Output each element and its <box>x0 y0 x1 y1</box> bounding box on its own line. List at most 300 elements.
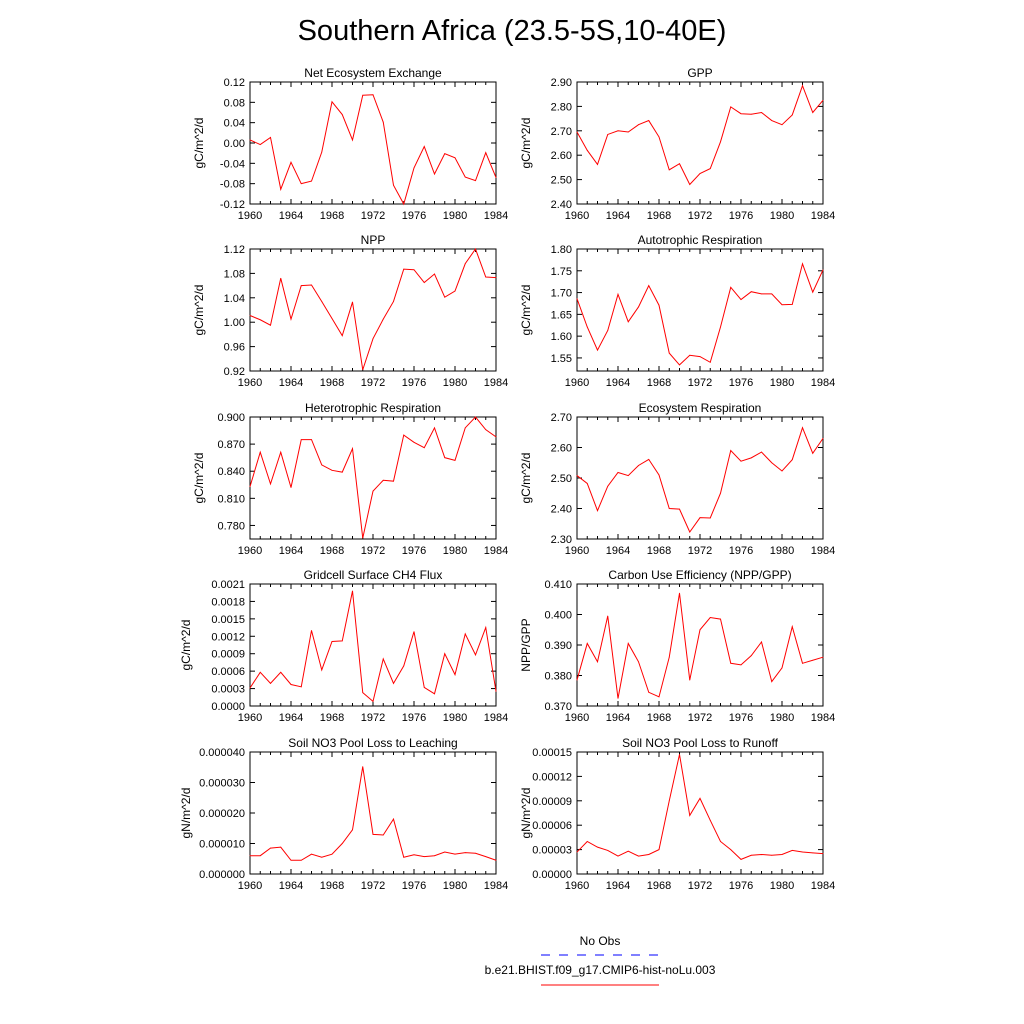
x-tick-label: 1976 <box>401 712 427 724</box>
data-point <box>628 321 629 322</box>
data-point <box>465 852 466 853</box>
data-point <box>771 293 772 294</box>
x-tick-label: 1960 <box>237 712 263 724</box>
data-point <box>475 853 476 854</box>
y-tick-label: 0.0000 <box>211 701 245 713</box>
data-point <box>659 305 660 306</box>
data-point <box>342 641 343 642</box>
x-tick-label: 1984 <box>810 545 836 557</box>
data-point <box>383 122 384 123</box>
data-point <box>812 660 813 661</box>
y-tick-label: 1.08 <box>223 268 245 281</box>
data-point <box>802 852 803 853</box>
x-tick-label: 1972 <box>360 880 386 892</box>
x-tick-label: 1972 <box>360 210 386 222</box>
x-tick-label: 1968 <box>319 712 345 724</box>
data-point <box>465 177 466 178</box>
data-point <box>393 819 394 820</box>
data-point <box>607 486 608 487</box>
data-point <box>669 657 670 658</box>
data-point <box>679 163 680 164</box>
y-tick-label: 2.70 <box>550 125 572 138</box>
x-tick-label: 1972 <box>687 377 713 389</box>
x-tick-label: 1984 <box>483 377 509 389</box>
data-point <box>455 291 456 292</box>
data-point <box>812 112 813 113</box>
panel-title: Ecosystem Respiration <box>638 401 762 415</box>
x-tick-label: 1980 <box>769 712 795 724</box>
y-tick-label: 0.000030 <box>199 777 245 790</box>
data-point <box>496 177 497 178</box>
data-point <box>475 654 476 655</box>
data-point <box>792 459 793 460</box>
y-axis-label: gC/m^2/d <box>519 117 533 169</box>
data-point <box>659 475 660 476</box>
plot-frame <box>250 584 496 706</box>
x-tick-label: 1972 <box>687 210 713 222</box>
data-point <box>332 470 333 471</box>
data-point <box>618 856 619 857</box>
data-point <box>291 487 292 488</box>
data-point <box>414 168 415 169</box>
data-point <box>751 855 752 856</box>
data-point <box>291 162 292 163</box>
data-point <box>689 355 690 356</box>
panel-soil-no3-pool-loss-to-runoff <box>519 736 835 892</box>
data-point <box>597 847 598 848</box>
data-point <box>403 435 404 436</box>
data-point <box>587 841 588 842</box>
data-point <box>434 274 435 275</box>
data-point <box>434 693 435 694</box>
data-point <box>414 631 415 632</box>
data-point <box>587 483 588 484</box>
data-point <box>444 153 445 154</box>
data-point <box>362 692 363 693</box>
y-tick-label: 0.0003 <box>211 683 245 696</box>
data-point <box>823 270 824 271</box>
y-axis-label: gC/m^2/d <box>179 619 193 671</box>
data-point <box>628 475 629 476</box>
data-point <box>485 152 486 153</box>
series-line <box>250 591 496 701</box>
data-point <box>638 465 639 466</box>
x-tick-label: 1964 <box>278 712 304 724</box>
y-axis-label: NPP/GPP <box>519 618 533 672</box>
data-point <box>771 681 772 682</box>
data-point <box>250 315 251 316</box>
series-line <box>250 417 496 538</box>
x-tick-label: 1968 <box>646 210 672 222</box>
data-point <box>393 301 394 302</box>
y-tick-label: 0.00009 <box>532 795 572 808</box>
data-point <box>587 643 588 644</box>
data-point <box>771 462 772 463</box>
data-point <box>270 483 271 484</box>
panel-title: Autotrophic Respiration <box>637 233 763 247</box>
y-tick-label: 0.000040 <box>199 747 245 759</box>
data-point <box>782 667 783 668</box>
data-point <box>280 189 281 190</box>
data-point <box>607 134 608 135</box>
panel-gpp <box>519 66 835 222</box>
y-tick-label: 0.390 <box>544 640 572 652</box>
data-point <box>751 457 752 458</box>
data-point <box>710 617 711 618</box>
y-tick-label: 0.96 <box>223 341 245 354</box>
data-point <box>689 184 690 185</box>
data-point <box>648 285 649 286</box>
data-point <box>710 168 711 169</box>
data-point <box>352 140 353 141</box>
data-point <box>782 854 783 855</box>
data-point <box>342 335 343 336</box>
data-point <box>373 834 374 835</box>
data-point <box>802 427 803 428</box>
data-point <box>648 459 649 460</box>
data-point <box>587 327 588 328</box>
data-point <box>332 318 333 319</box>
data-point <box>587 150 588 151</box>
data-point <box>730 663 731 664</box>
x-tick-label: 1964 <box>278 210 304 222</box>
data-point <box>332 101 333 102</box>
y-tick-label: 0.92 <box>223 366 245 378</box>
data-point <box>260 672 261 673</box>
data-point <box>792 626 793 627</box>
data-point <box>648 120 649 121</box>
data-point <box>577 680 578 681</box>
y-tick-label: 1.70 <box>550 287 572 300</box>
data-point <box>270 848 271 849</box>
y-tick-label: 0.000000 <box>199 869 245 881</box>
data-point <box>424 146 425 147</box>
data-point <box>496 860 497 861</box>
data-point <box>710 362 711 363</box>
x-tick-label: 1972 <box>360 545 386 557</box>
y-axis-label: gC/m^2/d <box>192 452 206 504</box>
data-point <box>301 860 302 861</box>
y-axis-label: gC/m^2/d <box>192 117 206 169</box>
data-point <box>311 181 312 182</box>
data-point <box>679 365 680 366</box>
data-point <box>638 307 639 308</box>
y-axis-label: gN/m^2/d <box>179 787 193 839</box>
data-point <box>638 124 639 125</box>
x-tick-label: 1964 <box>605 377 631 389</box>
y-tick-label: -0.08 <box>219 178 245 191</box>
data-point <box>321 152 322 153</box>
data-point <box>270 325 271 326</box>
data-point <box>741 664 742 665</box>
x-tick-label: 1960 <box>564 545 590 557</box>
data-point <box>679 509 680 510</box>
data-point <box>362 95 363 96</box>
data-point <box>700 173 701 174</box>
y-tick-label: 2.50 <box>550 473 572 485</box>
data-point <box>689 532 690 533</box>
data-point <box>332 641 333 642</box>
data-point <box>669 508 670 509</box>
data-point <box>812 292 813 293</box>
data-point <box>823 438 824 439</box>
y-tick-label: 0.00000 <box>532 869 572 881</box>
data-point <box>812 852 813 853</box>
y-tick-label: 2.30 <box>550 534 572 546</box>
data-point <box>741 113 742 114</box>
x-tick-label: 1960 <box>564 712 590 724</box>
x-tick-label: 1972 <box>360 377 386 389</box>
data-point <box>792 115 793 116</box>
data-point <box>250 688 251 689</box>
x-tick-label: 1980 <box>442 210 468 222</box>
data-point <box>689 680 690 681</box>
data-point <box>465 427 466 428</box>
data-point <box>444 653 445 654</box>
panel-title: NPP <box>360 233 386 247</box>
data-point <box>720 141 721 142</box>
data-point <box>618 130 619 131</box>
series-line <box>250 249 496 370</box>
data-point <box>607 330 608 331</box>
x-tick-label: 1960 <box>237 210 263 222</box>
x-tick-label: 1980 <box>442 712 468 724</box>
y-tick-label: 0.0018 <box>211 596 245 609</box>
x-tick-label: 1984 <box>483 880 509 892</box>
plot-frame <box>250 82 496 204</box>
data-point <box>782 124 783 125</box>
data-point <box>403 269 404 270</box>
data-point <box>700 629 701 630</box>
x-tick-label: 1968 <box>319 377 345 389</box>
y-tick-label: 2.60 <box>550 442 572 455</box>
data-point <box>761 452 762 453</box>
x-tick-label: 1972 <box>360 712 386 724</box>
data-point <box>730 849 731 850</box>
data-point <box>455 460 456 461</box>
data-point <box>444 457 445 458</box>
series-line <box>577 593 823 698</box>
data-point <box>444 852 445 853</box>
x-tick-label: 1976 <box>401 210 427 222</box>
data-point <box>393 185 394 186</box>
x-tick-label: 1980 <box>769 880 795 892</box>
x-tick-label: 1964 <box>278 377 304 389</box>
data-point <box>823 853 824 854</box>
data-point <box>638 661 639 662</box>
data-point <box>301 686 302 687</box>
x-tick-label: 1968 <box>646 880 672 892</box>
data-point <box>424 687 425 688</box>
x-tick-label: 1964 <box>605 880 631 892</box>
panel-title: Soil NO3 Pool Loss to Leaching <box>288 736 458 750</box>
data-point <box>720 327 721 328</box>
plot-frame <box>577 584 823 706</box>
data-point <box>260 319 261 320</box>
data-point <box>679 593 680 594</box>
data-point <box>465 263 466 264</box>
x-tick-label: 1972 <box>687 880 713 892</box>
series-line <box>577 428 823 532</box>
y-tick-label: 0.870 <box>217 439 245 452</box>
x-tick-label: 1972 <box>687 712 713 724</box>
data-point <box>597 350 598 351</box>
data-point <box>802 85 803 86</box>
legend-obs-label: No Obs <box>579 934 621 948</box>
series-line <box>577 754 823 859</box>
data-point <box>291 684 292 685</box>
data-point <box>720 841 721 842</box>
data-point <box>741 461 742 462</box>
data-point <box>434 174 435 175</box>
page-title: Southern Africa (23.5-5S,10-40E) <box>297 15 727 47</box>
data-point <box>403 857 404 858</box>
x-tick-label: 1980 <box>769 210 795 222</box>
data-point <box>434 427 435 428</box>
data-point <box>607 850 608 851</box>
data-point <box>669 800 670 801</box>
data-point <box>618 472 619 473</box>
data-point <box>751 291 752 292</box>
data-point <box>311 854 312 855</box>
data-point <box>373 94 374 95</box>
data-point <box>730 287 731 288</box>
data-point <box>607 616 608 617</box>
panel-soil-no3-pool-loss-to-leaching <box>179 736 508 892</box>
y-tick-label: 1.04 <box>223 292 245 305</box>
data-point <box>342 843 343 844</box>
data-point <box>352 591 353 592</box>
series-line <box>577 86 823 185</box>
data-point <box>802 263 803 264</box>
y-tick-label: 0.000010 <box>199 838 245 851</box>
data-point <box>383 835 384 836</box>
data-point <box>414 442 415 443</box>
data-point <box>352 829 353 830</box>
x-tick-label: 1964 <box>605 545 631 557</box>
legend-model-label: b.e21.BHIST.f09_g17.CMIP6-hist-noLu.003 <box>484 963 716 977</box>
y-tick-label: 0.00 <box>223 138 245 150</box>
data-point <box>291 860 292 861</box>
x-tick-label: 1968 <box>319 880 345 892</box>
data-point <box>444 297 445 298</box>
y-tick-label: 0.810 <box>217 493 245 506</box>
x-tick-label: 1980 <box>442 545 468 557</box>
data-point <box>321 464 322 465</box>
data-point <box>260 452 261 453</box>
y-tick-label: 2.50 <box>550 174 572 187</box>
data-point <box>280 672 281 673</box>
data-point <box>496 277 497 278</box>
data-point <box>321 670 322 671</box>
x-tick-label: 1960 <box>564 377 590 389</box>
data-point <box>700 517 701 518</box>
y-tick-label: 0.0015 <box>211 613 245 626</box>
data-point <box>812 453 813 454</box>
data-point <box>373 338 374 339</box>
panel-ecosystem-respiration <box>519 401 835 557</box>
data-point <box>659 696 660 697</box>
data-point <box>250 486 251 487</box>
x-tick-label: 1976 <box>728 545 754 557</box>
x-tick-label: 1980 <box>769 377 795 389</box>
panel-title: Carbon Use Efficiency (NPP/GPP) <box>608 568 792 582</box>
y-axis-label: gC/m^2/d <box>519 452 533 504</box>
x-tick-label: 1960 <box>564 880 590 892</box>
data-point <box>618 294 619 295</box>
x-tick-label: 1980 <box>442 880 468 892</box>
data-point <box>393 481 394 482</box>
data-point <box>720 619 721 620</box>
data-point <box>577 475 578 476</box>
legend <box>485 934 716 985</box>
data-point <box>414 854 415 855</box>
y-tick-label: 2.40 <box>550 503 572 516</box>
x-tick-label: 1964 <box>605 712 631 724</box>
data-point <box>280 847 281 848</box>
data-point <box>260 855 261 856</box>
data-point <box>321 857 322 858</box>
panel-grid <box>179 66 835 892</box>
y-tick-label: 0.000020 <box>199 808 245 820</box>
data-point <box>373 491 374 492</box>
y-tick-label: 1.00 <box>223 317 245 330</box>
x-tick-label: 1964 <box>278 880 304 892</box>
x-tick-label: 1972 <box>687 545 713 557</box>
data-point <box>311 439 312 440</box>
panel-heterotrophic-respiration <box>192 401 508 557</box>
data-point <box>628 851 629 852</box>
y-tick-label: 1.80 <box>550 244 572 256</box>
x-tick-label: 1984 <box>483 210 509 222</box>
data-point <box>291 319 292 320</box>
x-tick-label: 1968 <box>319 210 345 222</box>
data-point <box>383 480 384 481</box>
plot-frame <box>577 82 823 204</box>
data-point <box>403 666 404 667</box>
data-point <box>250 855 251 856</box>
data-point <box>577 852 578 853</box>
y-tick-label: 0.0006 <box>211 666 245 679</box>
data-point <box>659 137 660 138</box>
data-point <box>280 452 281 453</box>
data-point <box>342 114 343 115</box>
data-point <box>730 106 731 107</box>
data-point <box>597 661 598 662</box>
panel-carbon-use-efficiency-npp-gpp <box>519 568 835 724</box>
x-tick-label: 1964 <box>605 210 631 222</box>
x-tick-label: 1960 <box>237 880 263 892</box>
panel-title: Gridcell Surface CH4 Flux <box>303 568 443 582</box>
data-point <box>782 304 783 305</box>
data-point <box>710 518 711 519</box>
y-tick-label: 0.12 <box>223 77 245 89</box>
data-point <box>648 854 649 855</box>
data-point <box>475 417 476 418</box>
data-point <box>792 850 793 851</box>
data-point <box>475 180 476 181</box>
data-point <box>352 448 353 449</box>
y-tick-label: 0.370 <box>544 701 572 713</box>
data-point <box>485 856 486 857</box>
y-tick-label: 0.410 <box>544 579 572 591</box>
data-point <box>362 538 363 539</box>
data-point <box>424 282 425 283</box>
data-point <box>720 493 721 494</box>
data-point <box>761 293 762 294</box>
data-point <box>730 450 731 451</box>
data-point <box>321 301 322 302</box>
